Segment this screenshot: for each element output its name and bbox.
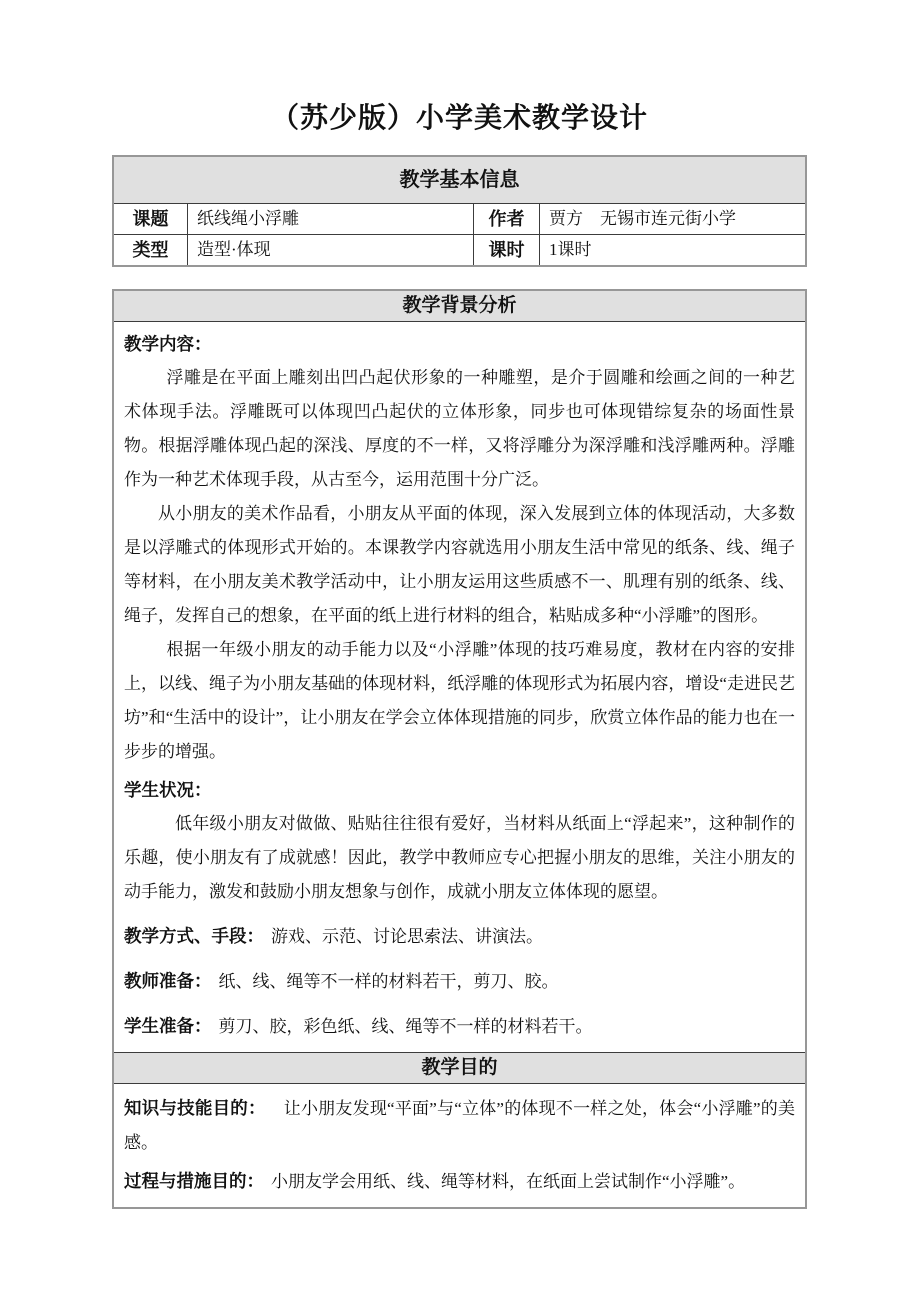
type-value: 造型·体现 — [188, 235, 474, 265]
student-prep-line — [124, 1009, 795, 1044]
table-row — [114, 204, 805, 235]
student-status-label: 学生状况： — [124, 780, 212, 800]
knowledge-objective-label: 知识与技能目的： — [124, 1098, 266, 1118]
process-objective-text: 小朋友学会用纸、线、绳等材料，在纸面上尝试制作“小浮雕”。 — [271, 1172, 746, 1191]
student-status-paragraph: 低年级小朋友对做做、贴贴往往很有爱好，当材料从纸面上“浮起来”，这种制作的乐趣，使小朋友有了成就感！因此，教学中教师应专心把握小朋友的思维，关注小朋友的动手能力，激发和鼓励小朋友想象与创作，成就小朋友立体体现的愿望。 — [124, 814, 795, 901]
page-title: （苏少版）小学美术教学设计 — [270, 102, 648, 133]
process-objective-line — [124, 1164, 795, 1199]
document-content — [112, 0, 807, 1209]
teaching-content-label: 教学内容： — [124, 334, 212, 354]
teacher-prep-text: 纸、线、绳等不一样的材料若干，剪刀、胶。 — [218, 972, 559, 991]
course-title-label: 课题 — [114, 204, 188, 234]
objectives-header: 教学目的 — [114, 1052, 805, 1084]
table-row — [114, 235, 805, 265]
author-label: 作者 — [474, 204, 540, 234]
basic-info-header: 教学基本信息 — [114, 157, 805, 204]
knowledge-objective-line — [124, 1091, 795, 1160]
objectives-body — [114, 1084, 805, 1207]
teaching-content-paragraph: 从小朋友的美术作品看，小朋友从平面的体现，深入发展到立体的体现活动，大多数是以浮雕式的体现形式开始的。本课教学内容就选用小朋友生活中常见的纸条、线、绳子等材料，在小朋友美术教学活动中，让小朋友运用这些质感不一、肌理有别的纸条、线、绳子，发挥自己的想象，在平面的纸上进行材料的组合，粘贴成多种“小浮雕”的图形。 — [124, 504, 795, 625]
periods-value: 1课时 — [549, 240, 592, 259]
teaching-methods-line — [124, 919, 795, 954]
periods-label: 课时 — [474, 235, 540, 265]
course-title-value: 纸线绳小浮雕 — [188, 204, 474, 234]
background-body — [114, 322, 805, 1052]
process-objective-label: 过程与措施目的： — [124, 1171, 264, 1191]
background-header: 教学背景分析 — [114, 291, 805, 322]
background-analysis-table — [112, 289, 807, 1209]
student-prep-label: 学生准备： — [124, 1016, 212, 1036]
teaching-methods-text: 游戏、示范、讨论思索法、讲演法。 — [271, 927, 543, 946]
author-value: 贾方 无锡市连元街小学 — [549, 209, 736, 228]
type-label: 类型 — [114, 235, 188, 265]
teacher-prep-line — [124, 964, 795, 999]
student-prep-text: 剪刀、胶，彩色纸、线、绳等不一样的材料若干。 — [218, 1017, 593, 1036]
basic-info-table — [112, 155, 807, 267]
teacher-prep-label: 教师准备： — [124, 971, 212, 991]
knowledge-objective-text: 让小朋友发现“平面”与“立体”的体现不一样之处，体会“小浮雕”的美感。 — [124, 1099, 795, 1152]
teaching-methods-label: 教学方式、手段： — [124, 926, 264, 946]
teaching-content-paragraph: 浮雕是在平面上雕刻出凹凸起伏形象的一种雕塑，是介于圆雕和绘画之间的一种艺术体现手法。浮雕既可以体现凹凸起伏的立体形象，同步也可体现错综复杂的场面性景物。根据浮雕体现凸起的深浅、厚度的不一样，又将浮雕分为深浮雕和浅浮雕两种。浮雕作为一种艺术体现手段，从古至今，运用范围十分广泛。 — [124, 368, 795, 489]
teaching-content-paragraph: 根据一年级小朋友的动手能力以及“小浮雕”体现的技巧难易度，教材在内容的安排上，以线、绳子为小朋友基础的体现材料，纸浮雕的体现形式为拓展内容，增设“走进民艺坊”和“生活中的设计”，让小朋友在学会立体体现措施的同步，欣赏立体作品的能力也在一步步的增强。 — [124, 640, 795, 761]
